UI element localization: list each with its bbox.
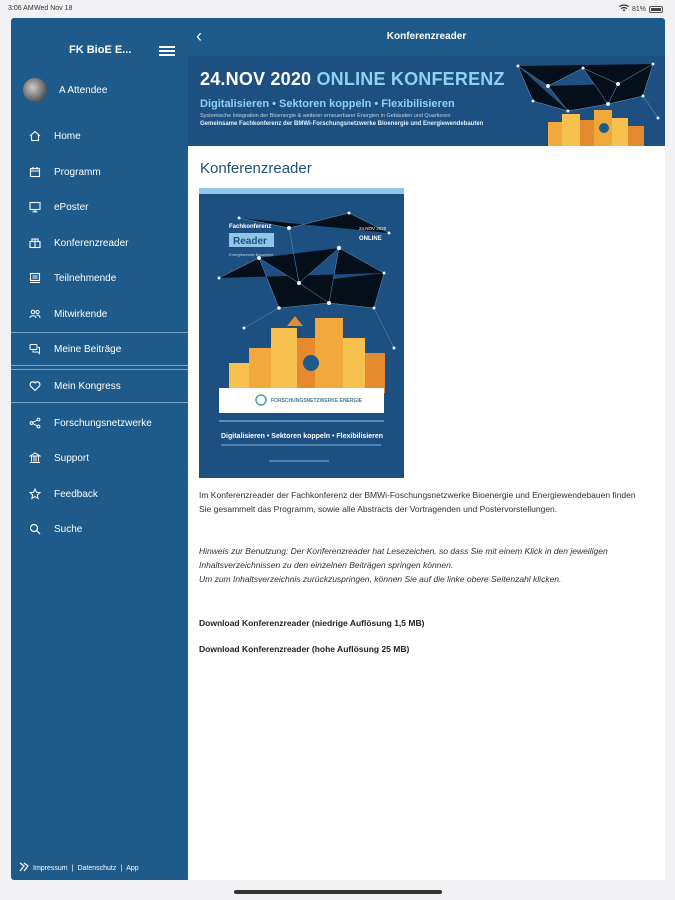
- sidebar-item-label: Programm: [54, 166, 101, 178]
- search-icon: [28, 522, 42, 536]
- main-content: [188, 146, 665, 880]
- home-indicator[interactable]: [234, 890, 442, 894]
- app-window: [11, 18, 665, 880]
- cover-label-reader: Reader: [233, 236, 267, 247]
- usage-hint-text-2: Um zum Inhaltsverzeichnis zurückzuspringen, können Sie auf die linke obere Seitenzahl klicken.: [199, 574, 562, 584]
- banner-date: 24.NOV 2020: [200, 69, 312, 89]
- status-bar: [0, 0, 675, 18]
- battery-percent: 81%: [631, 5, 646, 13]
- sidebar-item-mitwirkende[interactable]: [11, 297, 188, 331]
- sidebar-item-mein-kongress[interactable]: [11, 369, 188, 403]
- calendar-icon: [28, 165, 42, 179]
- sidebar-item-label: Home: [54, 130, 81, 142]
- people-list-icon: [28, 271, 42, 285]
- cover-date: 24.NOV 2020: [359, 226, 387, 231]
- user-name[interactable]: A Attendee: [59, 85, 108, 96]
- sidebar-item-label: Konferenzreader: [54, 237, 129, 249]
- top-bar: [188, 18, 665, 56]
- download-low-res-link[interactable]: Download Konferenzreader (niedrige Auflösung 1,5 MB): [199, 618, 425, 628]
- sidebar-header: [11, 18, 188, 80]
- battery-icon: [649, 6, 663, 13]
- group-icon: [28, 307, 42, 321]
- sidebar-item-support[interactable]: [11, 441, 188, 475]
- avatar[interactable]: [23, 78, 47, 102]
- banner-subline: Systemische Integration der Bioenergie & weiterer erneuerbarer Energien in Gebäuden und Quartieren: [200, 113, 451, 119]
- sidebar-item-label: Mitwirkende: [54, 308, 108, 320]
- home-icon: [28, 129, 42, 143]
- banner-headline: [200, 69, 505, 90]
- app-title: FK BioE E...: [69, 44, 132, 56]
- sidebar-item-label: Forschungsnetzwerke: [54, 417, 152, 429]
- cover-label-sub: Energiewende Bauwerke: [229, 252, 274, 257]
- conference-banner: [188, 56, 665, 146]
- monitor-icon: [28, 200, 42, 214]
- sidebar-footer: [19, 862, 139, 874]
- page-title: Konferenzreader: [200, 160, 312, 177]
- banner-title: ONLINE KONFERENZ: [316, 69, 505, 89]
- share-icon: [28, 416, 42, 430]
- sidebar-item-meine-beitraege[interactable]: [11, 332, 188, 366]
- sidebar-item-suche[interactable]: [11, 512, 188, 546]
- sidebar: [11, 18, 188, 880]
- sidebar-item-label: Feedback: [54, 488, 98, 500]
- download-high-res-link[interactable]: Download Konferenzreader (hohe Auflösung 25 MB): [199, 644, 410, 654]
- sidebar-item-label: Suche: [54, 523, 83, 535]
- cover-online: ONLINE: [359, 236, 382, 242]
- footer-separator: |: [71, 864, 74, 872]
- banner-tagline: Digitalisieren • Sektoren koppeln • Flexibilisieren: [200, 98, 455, 110]
- footer-separator: |: [120, 864, 123, 872]
- intro-paragraph: Im Konferenzreader der Fachkonferenz der BMWi-Foschungsnetzwerke Bioenergie und Energiewendebauen finden Sie gesammelt das Programm, sowie alle Abstracts der Vortragenden und Postervorstellungen.: [199, 490, 636, 514]
- cover-label-top: Fachkonferenz: [229, 224, 272, 230]
- back-icon[interactable]: ‹: [196, 26, 202, 46]
- impressum-link[interactable]: Impressum: [33, 864, 68, 872]
- sidebar-item-label: Meine Beiträge: [54, 343, 122, 355]
- usage-hint: [199, 544, 649, 586]
- sidebar-item-label: Support: [54, 452, 90, 464]
- app-link[interactable]: App: [126, 864, 139, 872]
- logo-icon: [19, 862, 29, 874]
- sidebar-item-forschungsnetzwerke[interactable]: [11, 406, 188, 440]
- sidebar-item-home[interactable]: [11, 119, 188, 153]
- reader-cover-image[interactable]: [199, 188, 404, 478]
- hamburger-menu-icon[interactable]: [159, 46, 175, 56]
- chat-icon: [28, 342, 42, 356]
- cover-network-label: FORSCHUNGSNETZWERKE ENERGIE: [271, 398, 363, 404]
- sidebar-item-feedback[interactable]: [11, 477, 188, 511]
- cover-tagline: Digitalisieren • Sektoren koppeln • Flexibilisieren: [221, 433, 384, 440]
- heart-icon: [28, 379, 42, 393]
- banner-subline: Gemeinsame Fachkonferenz der BMWi-Forschungsnetzwerke Bioenergie und Energiewendebauten: [200, 121, 484, 127]
- sidebar-item-label: Mein Kongress: [54, 380, 121, 392]
- sidebar-item-teilnehmende[interactable]: [11, 261, 188, 295]
- wifi-icon: [619, 4, 629, 14]
- status-indicators: [619, 4, 663, 14]
- datenschutz-link[interactable]: Datenschutz: [77, 864, 117, 872]
- status-date: Wed Nov 18: [34, 5, 73, 12]
- star-icon: [28, 487, 42, 501]
- usage-hint-text: Hinweis zur Benutzung: Der Konferenzreader hat Lesezeichen, so dass Sie mit einem Klick in den jeweiligen Inhaltsverzeichnissen zu den einzelnen Beiträgen springen können.: [199, 546, 608, 570]
- status-time: 3:06 AM: [8, 5, 34, 12]
- sidebar-item-label: Teilnehmende: [54, 272, 117, 284]
- building-icon: [28, 451, 42, 465]
- sidebar-item-programm[interactable]: [11, 155, 188, 189]
- reader-icon: [28, 236, 42, 250]
- page-title-bar: Konferenzreader: [386, 31, 467, 42]
- sidebar-item-eposter[interactable]: [11, 190, 188, 224]
- sidebar-item-label: ePoster: [54, 201, 89, 213]
- sidebar-item-konferenzreader[interactable]: [11, 226, 188, 260]
